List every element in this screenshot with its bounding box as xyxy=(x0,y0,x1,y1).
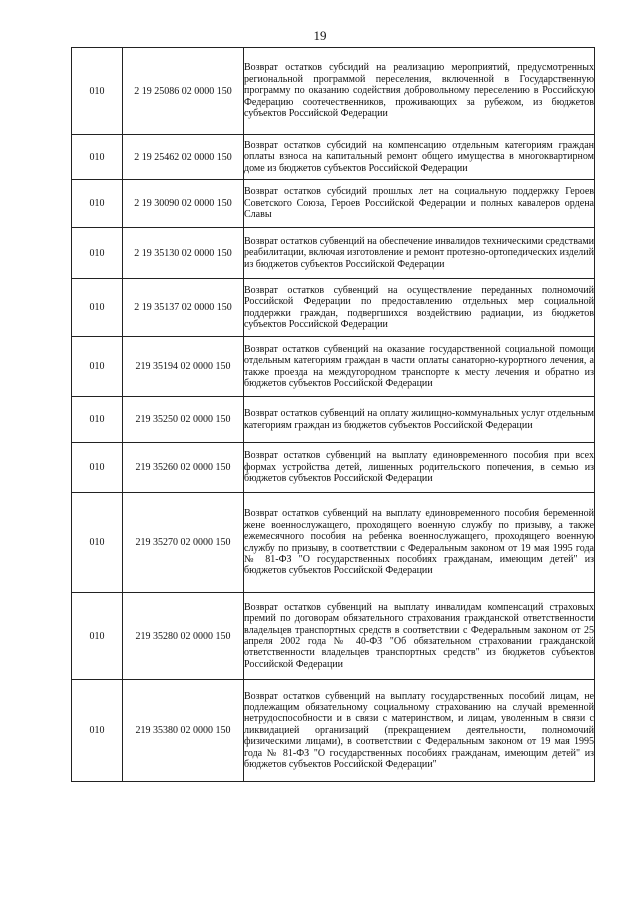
admin-code-cell: 010 xyxy=(72,180,123,228)
budget-code-cell: 219 35270 02 0000 150 xyxy=(123,493,244,593)
admin-code-cell: 010 xyxy=(72,337,123,397)
description-cell: Возврат остатков субвенций на выплату инвалидам компенсаций страховых премий по договорам обязательного страхования гражданской ответственности владельцев транспортных средств в соответствии с Федеральным законом от 25 апреля 2002 года № 40-ФЗ "Об обязательном страховании гражданской ответственности владельцев транспортных средств" из бюджетов субъектов Российской Федерации xyxy=(244,593,595,680)
description-cell: Возврат остатков субсидий на реализацию мероприятий, предусмотренных региональной программой переселения, включенной в Государственную программу по оказанию содействия добровольному переселению в Российскую Федерацию соотечественников, проживающих за рубежом, из бюджетов субъектов Российской Федерации xyxy=(244,48,595,135)
description-cell: Возврат остатков субвенций на выплату единовременного пособия беременной жене военнослужащего, проходящего военную службу по призыву, а также ежемесячного пособия на ребенка военнослужащего, проходящего военную службу по призыву, в соответствии с Федеральным законом от 19 мая 1995 года № 81-ФЗ "О государственных пособиях гражданам, имеющим детей" из бюджетов субъектов Российской Федерации xyxy=(244,493,595,593)
budget-code-cell: 2 19 35130 02 0000 150 xyxy=(123,228,244,279)
table-row xyxy=(72,593,595,680)
table-row xyxy=(72,279,595,337)
description-cell: Возврат остатков субсидий на компенсацию отдельным категориям граждан оплаты взноса на капитальный ремонт общего имущества в многоквартирном доме из бюджетов субъектов Российской Федерации xyxy=(244,135,595,180)
table-row xyxy=(72,397,595,443)
budget-code-cell: 219 35380 02 0000 150 xyxy=(123,680,244,782)
description-cell: Возврат остатков субвенций на оплату жилищно-коммунальных услуг отдельным категориям граждан из бюджетов субъектов Российской Федерации xyxy=(244,397,595,443)
table-row xyxy=(72,180,595,228)
table-row xyxy=(72,680,595,782)
budget-code-cell: 2 19 30090 02 0000 150 xyxy=(123,180,244,228)
budget-code-cell: 219 35194 02 0000 150 xyxy=(123,337,244,397)
table-row xyxy=(72,337,595,397)
description-cell: Возврат остатков субвенций на осуществление переданных полномочий Российской Федерации по предоставлению отдельных мер социальной поддержки граждан, подвергшихся воздействию радиации, из бюджетов субъектов Российской Федерации xyxy=(244,279,595,337)
admin-code-cell: 010 xyxy=(72,493,123,593)
budget-code-cell: 2 19 35137 02 0000 150 xyxy=(123,279,244,337)
description-cell: Возврат остатков субсидий прошлых лет на социальную поддержку Героев Советского Союза, Героев Российской Федерации и полных кавалеров ордена Славы xyxy=(244,180,595,228)
admin-code-cell: 010 xyxy=(72,397,123,443)
admin-code-cell: 010 xyxy=(72,279,123,337)
budget-code-cell: 219 35250 02 0000 150 xyxy=(123,397,244,443)
admin-code-cell: 010 xyxy=(72,228,123,279)
description-cell: Возврат остатков субвенций на выплату государственных пособий лицам, не подлежащим обязательному социальному страхованию на случай временной нетрудоспособности и в связи с материнством, и лицам, уволенным в связи с ликвидацией организаций (прекращением деятельности, полномочий физическими лицами), в соответствии с Федеральным законом от 19 мая 1995 года № 81-ФЗ "О государственных пособиях гражданам, имеющим детей" из бюджетов субъектов Российской Федерации" xyxy=(244,680,595,782)
budget-code-cell: 219 35280 02 0000 150 xyxy=(123,593,244,680)
description-cell: Возврат остатков субвенций на обеспечение инвалидов техническими средствами реабилитации, включая изготовление и ремонт протезно-ортопедических изделий из бюджетов субъектов Российской Федерации xyxy=(244,228,595,279)
table-row xyxy=(72,493,595,593)
admin-code-cell: 010 xyxy=(72,593,123,680)
admin-code-cell: 010 xyxy=(72,680,123,782)
admin-code-cell: 010 xyxy=(72,135,123,180)
budget-code-cell: 2 19 25086 02 0000 150 xyxy=(123,48,244,135)
table-row xyxy=(72,228,595,279)
description-cell: Возврат остатков субвенций на выплату единовременного пособия при всех формах устройства детей, лишенных родительского попечения, в семью из бюджетов субъектов Российской Федерации xyxy=(244,443,595,493)
description-cell: Возврат остатков субвенций на оказание государственной социальной помощи отдельным категориям граждан в части оплаты санаторно-курортного лечения, а также проезда на междугородном транспорте к месту лечения и обратно из бюджетов субъектов Российской Федерации xyxy=(244,337,595,397)
table-row xyxy=(72,135,595,180)
budget-code-cell: 219 35260 02 0000 150 xyxy=(123,443,244,493)
budget-code-cell: 2 19 25462 02 0000 150 xyxy=(123,135,244,180)
table-row xyxy=(72,443,595,493)
budget-codes-table xyxy=(71,47,595,782)
page-number: 19 xyxy=(313,28,327,43)
table-row xyxy=(72,48,595,135)
admin-code-cell: 010 xyxy=(72,48,123,135)
admin-code-cell: 010 xyxy=(72,443,123,493)
